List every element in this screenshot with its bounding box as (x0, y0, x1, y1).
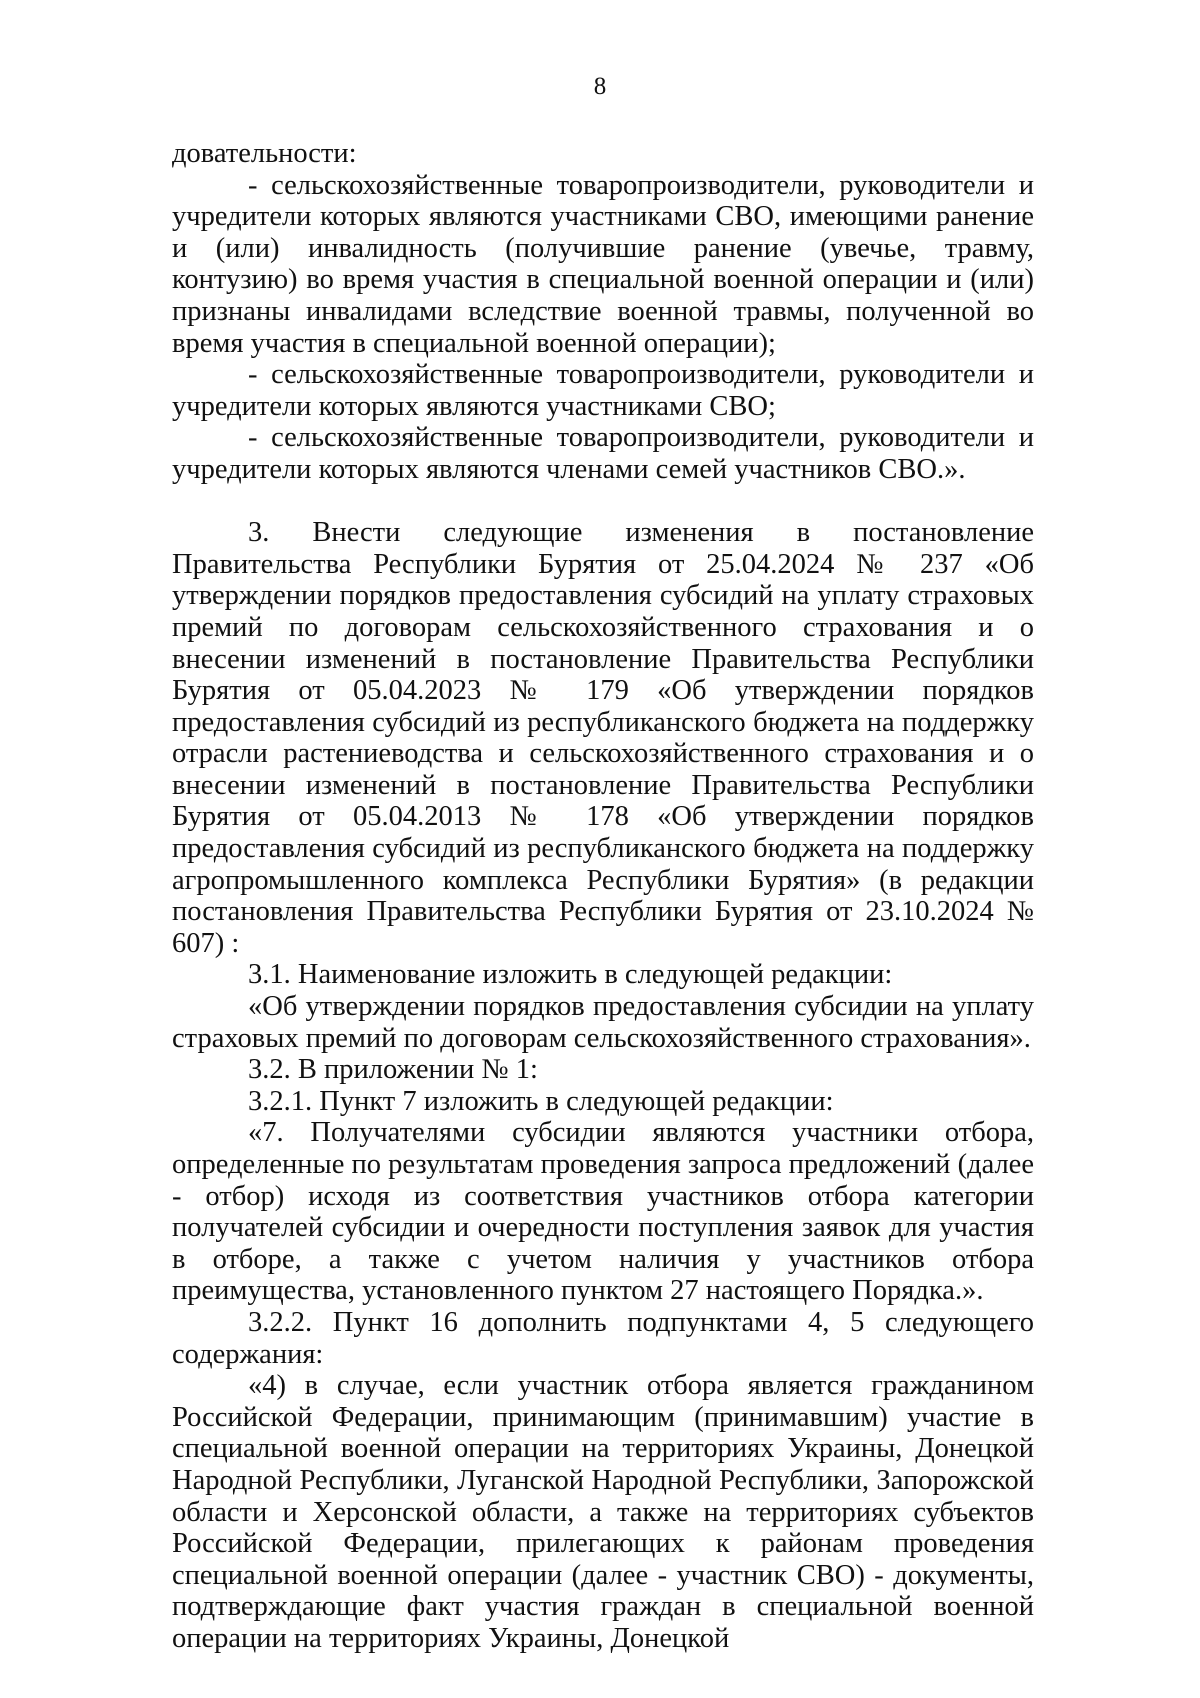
quoted-title: «Об утверждении порядков предоставления субсидии на уплату страховых премий по договорам сельскохозяйственного страхования». (172, 991, 1034, 1054)
list-item-svo-family: - сельскохозяйственные товаропроизводители, руководители и учредители которых являются членами семей участников СВО.». (172, 422, 1034, 485)
list-item-svo-participants: - сельскохозяйственные товаропроизводители, руководители и учредители которых являются участниками СВО; (172, 359, 1034, 422)
quoted-point-7: «7. Получателями субсидии являются участники отбора, определенные по результатам проведения запроса предложений (далее - отбор) исходя из соответствия участников отбора категории получателей субсидии и очередности поступления заявок для участия в отборе, а также с учетом наличия у участников отбора преимущества, установленного пунктом 27 настоящего Порядка.». (172, 1117, 1034, 1307)
page-number: 8 (593, 73, 607, 100)
paragraph-item-3: 3. Внести следующие изменения в постановление Правительства Республики Бурятия от 25.04.2024 № 237 «Об утверждении порядков предоставления субсидий на уплату страховых премий по договорам сельскохозяйственного страхования и о внесении изменений в постановление Правительства Республики Бурятия от 05.04.2023 № 179 «Об утверждении порядков предоставления субсидий из республиканского бюджета на поддержку отрасли растениеводства и сельскохозяйственного страхования и о внесении изменений в постановление Правительства Республики Бурятия от 05.04.2013 № 178 «Об утверждении порядков предоставления субсидий из республиканского бюджета на поддержку агропромышленного комплекса Республики Бурятия» (в редакции постановления Правительства Республики Бурятия от 23.10.2024 № 607) : (172, 517, 1034, 959)
paragraph-item-3-1: 3.1. Наименование изложить в следующей редакции: (248, 959, 893, 991)
document-body (172, 138, 1034, 1655)
list-item-svo-wounded: - сельскохозяйственные товаропроизводители, руководители и учредители которых являются участниками СВО, имеющими ранение и (или) инвалидность (получившие ранение (увечье, травму, контузию) во время участия в специальной военной операции и (или) признаны инвалидами вследствие военной травмы, полученной во время участия в специальной военной операции); (172, 169, 1034, 359)
paragraph-item-3-2: 3.2. В приложении № 1: (248, 1054, 538, 1086)
paragraph-item-3-2-2: 3.2.2. Пункт 16 дополнить подпунктами 4, 5 следующего содержания: (172, 1306, 1034, 1370)
paragraph-continuation: довательности: (172, 138, 357, 169)
paragraph-gap (172, 486, 1034, 518)
paragraph-item-3-2-1: 3.2.1. Пункт 7 изложить в следующей редакции: (248, 1085, 834, 1117)
quoted-subpoint-4: «4) в случае, если участник отбора является гражданином Российской Федерации, принимающим (принимавшим) участие в специальной военной операции на территориях Украины, Донецкой Народной Республики, Луганской Народной Республики, Запорожской области и Херсонской области, а также на территориях субъектов Российской Федерации, прилегающих к районам проведения специальной военной операции (далее - участник СВО) - документы, подтверждающие факт участия граждан в специальной военной операции на территориях Украины, Донецкой (172, 1370, 1034, 1654)
